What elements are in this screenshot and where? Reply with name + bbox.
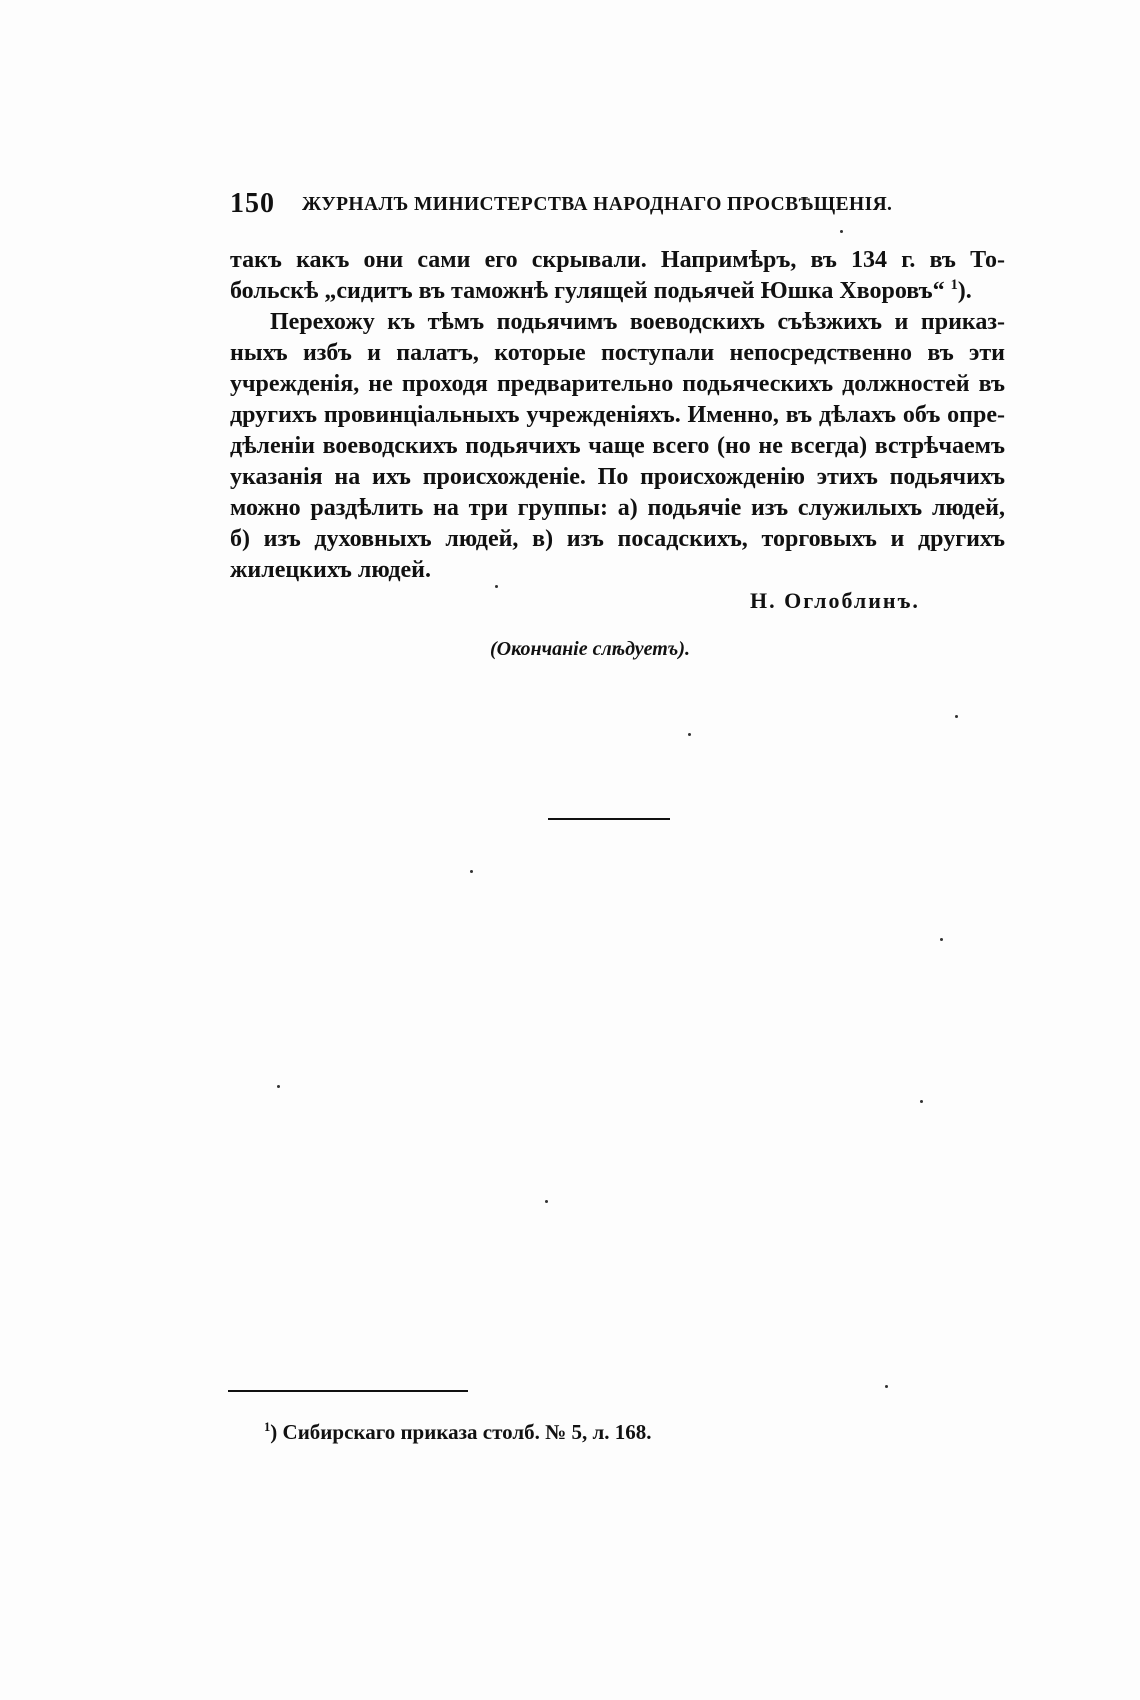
running-title: ЖУРНАЛЪ МИНИСТЕРСТВА НАРОДНАГО ПРОСВѢЩЕНІЯ. (302, 194, 893, 215)
scan-speck (545, 1200, 548, 1203)
body-line-with-footnote (230, 276, 1005, 307)
scan-speck (495, 585, 498, 588)
body-line: учрежденія, не проходя предварительно подьяческихъ должностей въ (230, 371, 1005, 397)
continuation-note: (Окончаніе слѣдуетъ). (490, 638, 690, 660)
body-line: Перехожу къ тѣмъ подьячимъ воеводскихъ съѣзжихъ и приказ- (270, 309, 1005, 335)
article-body (230, 245, 1005, 586)
body-line: другихъ провинціальныхъ учрежденіяхъ. Именно, въ дѣлахъ объ опре- (230, 402, 1005, 428)
scan-speck (940, 938, 943, 941)
scan-speck (470, 870, 473, 873)
page-number: 150 (230, 188, 275, 219)
scan-speck (955, 715, 958, 718)
scan-speck (885, 1385, 888, 1388)
scan-speck (688, 733, 691, 736)
footnote-divider (228, 1390, 468, 1392)
body-line: указанія на ихъ происхожденіе. По происхожденію этихъ подьячихъ (230, 464, 1005, 490)
scan-speck (840, 230, 843, 233)
page-header (230, 188, 1005, 228)
footnote (264, 1420, 652, 1445)
body-line: дѣленіи воеводскихъ подьячихъ чаще всего (но не всегда) встрѣчаемъ (230, 433, 1005, 459)
scan-speck (277, 1085, 280, 1088)
body-line: такъ какъ они сами его скрывали. Напримѣръ, въ 134 г. въ То- (230, 247, 1005, 273)
body-line: ныхъ избъ и палатъ, которые поступали непосредственно въ эти (230, 340, 1005, 366)
body-line: жилецкихъ людей. (230, 557, 431, 583)
footnote-reference: 1 (950, 277, 958, 293)
author-signature: Н. Оглоблинъ. (750, 588, 920, 613)
body-line: б) изъ духовныхъ людей, в) изъ посадскихъ, торговыхъ и другихъ (230, 526, 1005, 552)
footnote-marker-tail: ) (270, 1420, 278, 1444)
footnote-marker: 1 (264, 1420, 271, 1434)
body-line: можно раздѣлить на три группы: а) подьячіе изъ служилыхъ людей, (230, 495, 1005, 521)
section-divider (548, 818, 670, 820)
body-line-text: больскѣ „сидитъ въ таможнѣ гулящей подьячей Юшка Хворовъ“ (230, 278, 945, 304)
footnote-text: Сибирскаго приказа столб. № 5, л. 168. (282, 1420, 652, 1444)
scan-speck (920, 1100, 923, 1103)
footnote-reference-tail: ). (957, 278, 972, 304)
